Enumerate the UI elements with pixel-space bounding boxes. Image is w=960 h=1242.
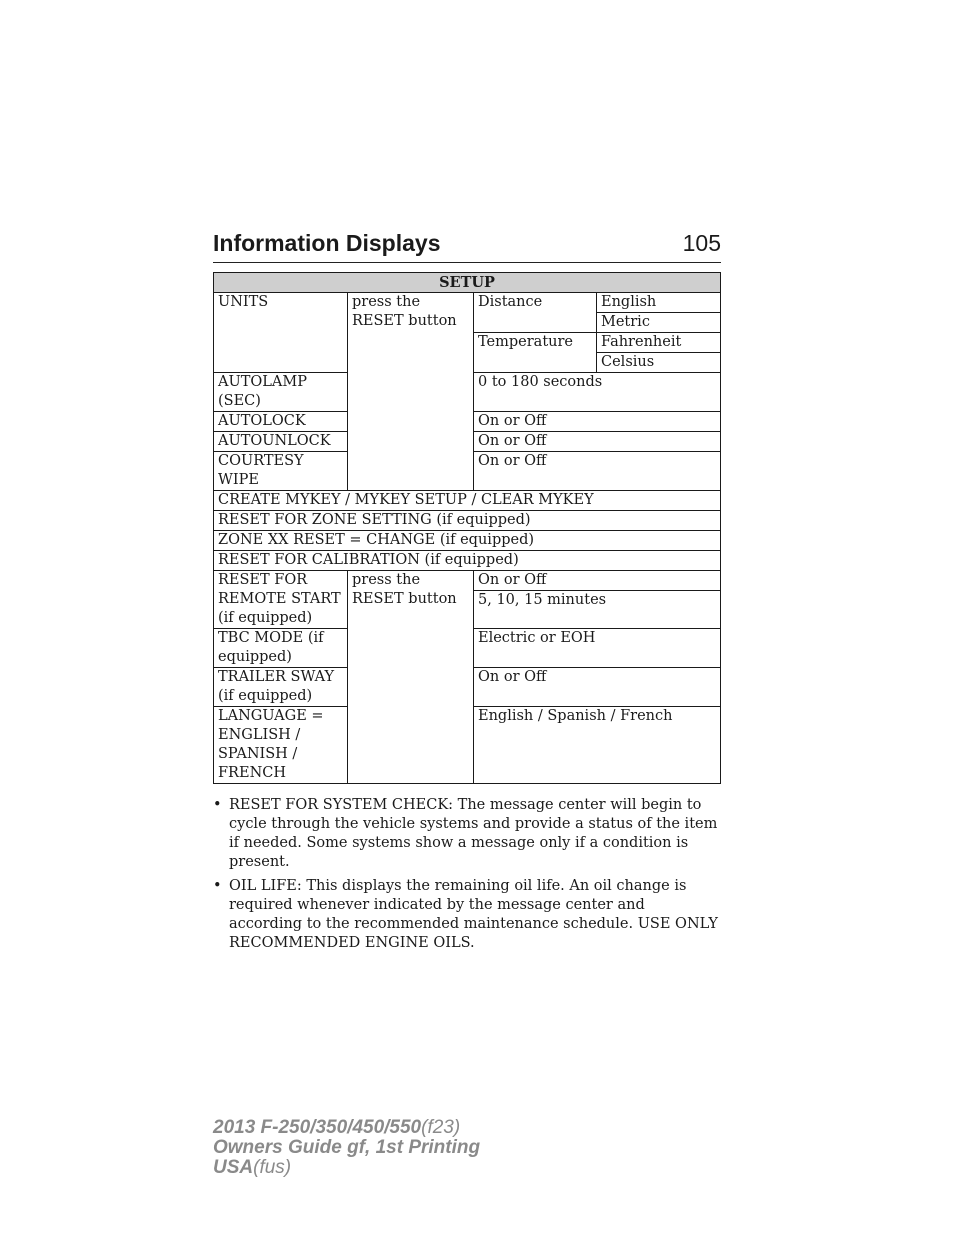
cell-zone-xx: ZONE XX RESET = CHANGE (if equipped) <box>214 531 721 551</box>
cell-fahrenheit: Fahrenheit <box>597 333 721 353</box>
cell-zone-setting: RESET FOR ZONE SETTING (if equipped) <box>214 511 721 531</box>
table-row <box>214 571 721 591</box>
cell-temperature: Temperature <box>474 333 597 373</box>
footer-model: 2013 F-250/350/450/550 <box>213 1117 422 1138</box>
page-footer <box>213 1118 480 1178</box>
cell-english: English <box>597 293 721 313</box>
cell-autolock: AUTOLOCK <box>214 412 348 432</box>
cell-calibration: RESET FOR CALIBRATION (if equipped) <box>214 551 721 571</box>
page-title: Information Displays <box>213 230 441 256</box>
cell-press-reset-1: press the RESET button <box>348 293 474 491</box>
cell-courtesy: COURTESY WIPE <box>214 452 348 491</box>
list-item <box>213 877 721 953</box>
cell-autolock-value: On or Off <box>474 412 721 432</box>
cell-remote-start: RESET FOR REMOTE START (if equipped) <box>214 571 348 629</box>
table-row <box>214 551 721 571</box>
footer-market: USA <box>213 1157 254 1178</box>
cell-courtesy-value: On or Off <box>474 452 721 491</box>
cell-tbc-value: Electric or EOH <box>474 629 721 668</box>
table-row <box>214 511 721 531</box>
cell-units: UNITS <box>214 293 348 373</box>
table-header-row <box>214 273 721 293</box>
bullet-text: RESET FOR SYSTEM CHECK: The message center will begin to cycle through the vehicle systems and provide a status of the item if needed. Some systems show a message only if a condition is present. <box>229 797 718 870</box>
list-item <box>213 796 721 872</box>
page-header <box>213 226 721 263</box>
table-row <box>214 293 721 313</box>
cell-press-reset-2: press the RESET button <box>348 571 474 784</box>
cell-tbc: TBC MODE (if equipped) <box>214 629 348 668</box>
table-row <box>214 491 721 511</box>
cell-autounlock-value: On or Off <box>474 432 721 452</box>
cell-distance: Distance <box>474 293 597 333</box>
cell-trailer: TRAILER SWAY (if equipped) <box>214 668 348 707</box>
table-heading: SETUP <box>214 273 721 293</box>
page-number: 105 <box>682 230 721 256</box>
footer-market-code: (fus) <box>253 1157 292 1178</box>
cell-trailer-value: On or Off <box>474 668 721 707</box>
setup-table <box>213 272 721 784</box>
cell-celsius: Celsius <box>597 353 721 373</box>
cell-mykey: CREATE MYKEY / MYKEY SETUP / CLEAR MYKEY <box>214 491 721 511</box>
footer-line-2: Owners Guide gf, 1st Printing <box>213 1137 481 1158</box>
bullet-list <box>213 796 721 958</box>
cell-autolamp: AUTOLAMP (SEC) <box>214 373 348 412</box>
cell-language: LANGUAGE = ENGLISH / SPANISH / FRENCH <box>214 707 348 784</box>
footer-line-1 <box>213 1118 480 1138</box>
footer-model-code: (f23) <box>421 1117 461 1138</box>
cell-remote-value-2: 5, 10, 15 minutes <box>474 591 721 629</box>
cell-remote-value-1: On or Off <box>474 571 721 591</box>
cell-language-value: English / Spanish / French <box>474 707 721 784</box>
cell-autounlock: AUTOUNLOCK <box>214 432 348 452</box>
bullet-text: OIL LIFE: This displays the remaining oil life. An oil change is required whenever indicated by the message center and according to the recommended maintenance schedule. USE ONLY RECOMMENDED ENGINE OILS. <box>229 878 718 951</box>
bullet-marker: • <box>213 878 222 894</box>
cell-metric: Metric <box>597 313 721 333</box>
bullet-marker: • <box>213 797 222 813</box>
footer-line-3 <box>213 1158 480 1178</box>
table-row <box>214 531 721 551</box>
cell-autolamp-value: 0 to 180 seconds <box>474 373 721 412</box>
